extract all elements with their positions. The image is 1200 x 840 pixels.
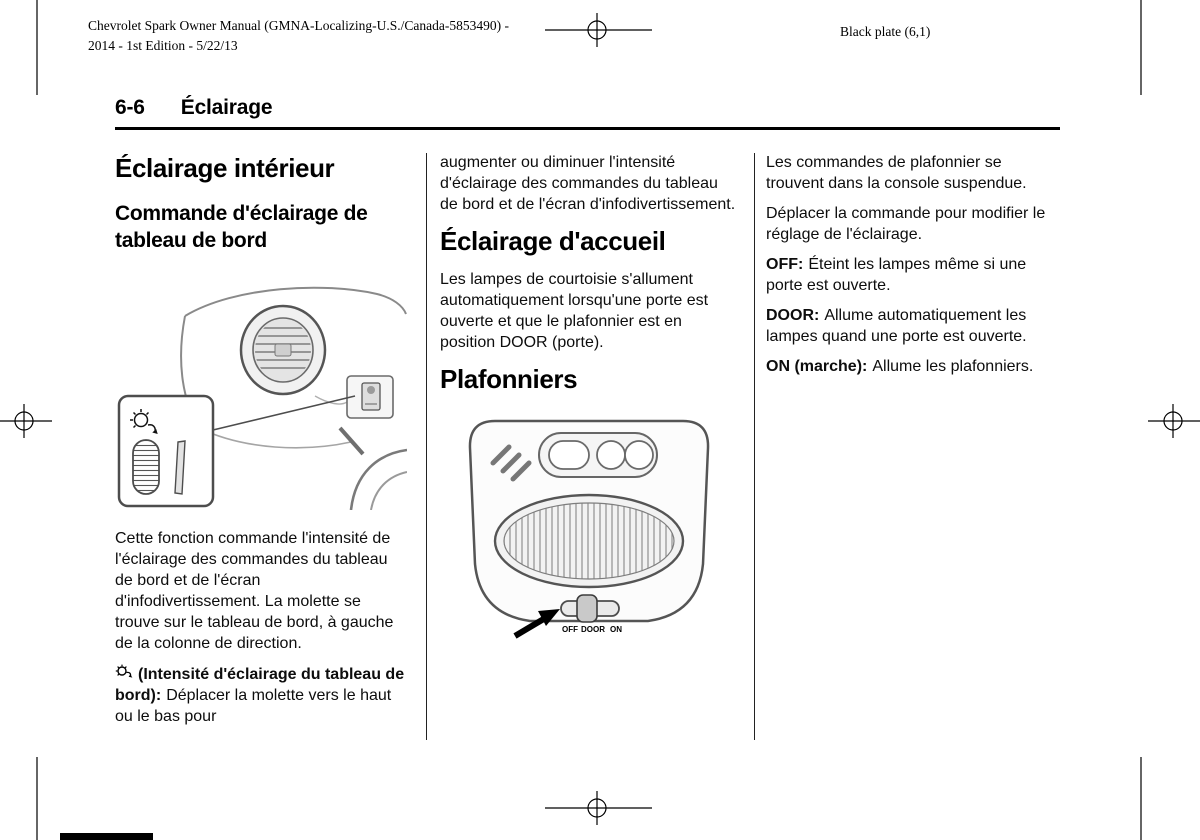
switch-label-door: DOOR	[581, 624, 605, 634]
heading-dome-lamps: Plafonniers	[440, 363, 578, 394]
lamp-lens	[495, 495, 683, 587]
column-3	[766, 152, 1048, 386]
print-slug-line1: Chevrolet Spark Owner Manual (GMNA-Localizing-U.S./Canada-5853490) -	[88, 18, 510, 33]
figure-dashboard-dimmer	[115, 278, 407, 510]
column-divider-2	[754, 153, 755, 740]
column-2	[440, 152, 740, 639]
definition-door-text: Allume automatiquement les lampes quand une porte est ouverte.	[766, 307, 1027, 345]
switch-label-on: ON	[610, 624, 622, 634]
dimmer-thumbwheel-icon	[133, 440, 159, 494]
steering-wheel-icon	[340, 428, 407, 510]
definition-on	[766, 356, 1048, 377]
air-vent-icon	[241, 306, 325, 394]
heading-interior-lighting: Éclairage intérieur	[115, 153, 335, 183]
header-rule	[115, 127, 1060, 130]
section-number: 6-6	[115, 96, 145, 119]
definition-door-label: DOOR:	[766, 307, 820, 324]
section-title: Éclairage	[180, 96, 273, 119]
dimmer-callout-box	[119, 396, 213, 506]
dimmer-text: Déplacer la molette vers le haut ou le bas pour	[115, 687, 392, 726]
switch-label-off: OFF	[562, 624, 578, 634]
definition-on-label: ON (marche):	[766, 358, 868, 375]
heading-exit-lighting: Éclairage d'accueil	[440, 226, 666, 256]
dashboard-illustration	[115, 278, 407, 510]
callout-leader-line	[213, 396, 355, 430]
ink-registration-bar	[60, 833, 153, 840]
paragraph-lamp-location: Les commandes de plafonnier se trouvent dans la console suspendue.	[766, 154, 1027, 192]
lamp-oval-button	[549, 441, 589, 469]
column-divider-1	[426, 153, 427, 740]
print-slug-line2: 2014 - 1st Edition - 5/22/13	[88, 38, 238, 54]
paragraph-dimmer-usage	[115, 664, 407, 727]
print-slug-left	[88, 16, 509, 57]
definition-door	[766, 305, 1048, 347]
panel-dimmer-icon	[115, 664, 135, 681]
heading-panel-dimmer: Commande d'éclairage de tableau de bord	[115, 201, 368, 253]
definition-off-text: Éteint les lampes même si une porte est ouverte.	[766, 256, 1027, 294]
paragraph-dimmer-usage-continued: augmenter ou diminuer l'intensité d'éclairage des commandes du tableau de bord et de l'écran d'infodivertissement.	[440, 154, 736, 213]
lamp-button-cluster	[539, 433, 657, 477]
lamp-round-button-2	[625, 441, 653, 469]
paragraph-lamp-adjust: Déplacer la commande pour modifier le réglage de l'éclairage.	[766, 205, 1046, 243]
dome-lamp-illustration	[465, 407, 715, 639]
paragraph-dimmer-description: Cette fonction commande l'intensité de l'éclairage des commandes du tableau de bord et de l'écran d'infodivertissement. La molette se trouve sur le tableau de bord, à gauche de la colonne de direction.	[115, 530, 394, 653]
paragraph-exit-lighting: Les lampes de courtoisie s'allument automatiquement lorsqu'une porte est ouverte et que le plafonnier est en position DOOR (porte).	[440, 270, 709, 351]
dimmer-label: (Intensité d'éclairage du tableau de bord):	[115, 666, 405, 705]
definition-on-text: Allume les plafonniers.	[872, 358, 1034, 375]
definition-off	[766, 254, 1048, 296]
column-1	[115, 152, 407, 736]
lamp-round-button-1	[597, 441, 625, 469]
section-header	[115, 96, 272, 120]
print-slug-right: Black plate (6,1)	[840, 24, 931, 39]
figure-dome-lamp	[440, 407, 740, 639]
definition-off-label: OFF:	[766, 256, 804, 273]
